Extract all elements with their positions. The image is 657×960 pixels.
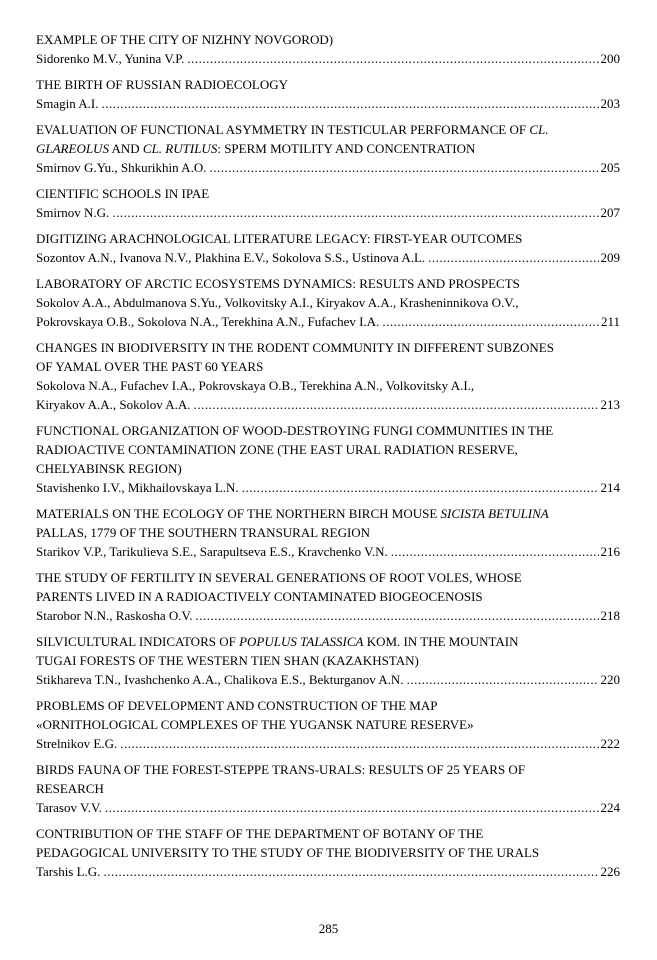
entry-page-number: 209 — [600, 250, 620, 265]
entry-authors-page-row — [36, 395, 620, 414]
entry-page-number: 222 — [600, 736, 620, 751]
entry-title-line — [36, 459, 620, 478]
dot-leader — [194, 395, 599, 414]
toc-entry — [36, 274, 620, 331]
title-species-italic: POPULUS TALASSICA — [239, 634, 364, 649]
title-text: : SPERM MOTILITY AND CONCENTRATION — [217, 141, 476, 156]
title-text: AND — [108, 141, 143, 156]
dot-leader — [407, 670, 599, 689]
entry-title-line — [36, 696, 620, 715]
entry-title-line — [36, 274, 620, 293]
entry-authors-page-row — [36, 203, 620, 222]
entry-title-line — [36, 779, 620, 798]
entry-title-line — [36, 338, 620, 357]
title-text: DIGITIZING ARACHNOLOGICAL LITERATURE LEGACY: FIRST-YEAR OUTCOMES — [36, 231, 523, 246]
entry-authors-line: Smirnov N.G. — [36, 205, 110, 220]
title-species-italic: GLAREOLUS — [36, 141, 109, 156]
entry-authors-line: Sokolova N.A., Fufachev I.A., Pokrovskaya O.B., Terekhina A.N., Volkovitsky A.I., — [36, 378, 475, 393]
entry-title-line — [36, 715, 620, 734]
entry-authors-line: Sidorenko M.V., Yunina V.P. — [36, 51, 185, 66]
entry-title-line — [36, 843, 620, 862]
title-text: TUGAI FORESTS OF THE WESTERN TIEN SHAN (KAZAKHSTAN) — [36, 653, 419, 668]
entry-authors-line: Starobor N.N., Raskosha O.V. — [36, 608, 193, 623]
entry-authors-page-row — [36, 734, 620, 753]
entry-page-number: 200 — [600, 51, 620, 66]
entry-authors-line: Smagin A.I. — [36, 96, 99, 111]
toc-entry — [36, 338, 620, 414]
title-species-italic: SICISTA BETULINA — [440, 506, 549, 521]
entry-authors-page-row — [36, 478, 620, 497]
entry-authors-line: Sokolov A.A., Abdulmanova S.Yu., Volkovitsky A.I., Kiryakov A.A., Krasheninnikova O.V., — [36, 295, 519, 310]
page-footer — [0, 919, 657, 938]
entry-title-line — [36, 75, 620, 94]
entry-title-line — [36, 824, 620, 843]
title-text: EVALUATION OF FUNCTIONAL ASYMMETRY IN TESTICULAR PERFORMANCE OF — [36, 122, 530, 137]
entry-authors-line: Tarasov V.V. — [36, 800, 102, 815]
entry-authors-page-row — [36, 606, 620, 625]
toc-entry — [36, 632, 620, 689]
page-number: 285 — [318, 921, 339, 936]
entry-page-number: 203 — [600, 96, 620, 111]
entry-title-line — [36, 632, 620, 651]
dot-leader — [391, 542, 599, 561]
title-text: PARENTS LIVED IN A RADIOACTIVELY CONTAMINATED BIOGEOCENOSIS — [36, 589, 483, 604]
entry-authors-line: Starikov V.P., Tarikulieva S.E., Sarapultseva E.S., Kravchenko V.N. — [36, 544, 388, 559]
entry-authors-line: Tarshis L.G. — [36, 864, 101, 879]
entry-title-line — [36, 229, 620, 248]
entry-page-number: 226 — [600, 864, 620, 879]
toc-entry — [36, 184, 620, 222]
entry-page-number: 224 — [600, 800, 620, 815]
toc-list — [36, 30, 620, 881]
entry-authors-line: Sozontov A.N., Ivanova N.V., Plakhina E.V., Sokolova S.S., Ustinova A.L. — [36, 250, 426, 265]
entry-page-number: 216 — [600, 544, 620, 559]
entry-authors-line: Kiryakov A.A., Sokolov A.A. — [36, 397, 191, 412]
entry-title-line — [36, 568, 620, 587]
entry-title-line — [36, 120, 620, 139]
toc-entry — [36, 421, 620, 497]
entry-authors-line: Smirnov G.Yu., Shkurikhin A.O. — [36, 160, 207, 175]
title-text: PROBLEMS OF DEVELOPMENT AND CONSTRUCTION OF THE MAP — [36, 698, 438, 713]
title-text: THE BIRTH OF RUSSIAN RADIOECOLOGY — [36, 77, 289, 92]
title-text: RADIOACTIVE CONTAMINATION ZONE (THE EAST URAL RADIATION RESERVE, — [36, 442, 518, 457]
entry-page-number: 205 — [600, 160, 620, 175]
entry-title-line — [36, 651, 620, 670]
dot-leader — [105, 798, 599, 817]
entry-authors-page-row — [36, 248, 620, 267]
title-text: CHELYABINSK REGION) — [36, 461, 182, 476]
entry-title-line — [36, 760, 620, 779]
entry-authors-line: Stavishenko I.V., Mikhailovskaya L.N. — [36, 480, 239, 495]
title-species-italic: CL. RUTILUS — [142, 141, 218, 156]
dot-leader — [101, 94, 598, 113]
title-text: OF YAMAL OVER THE PAST 60 YEARS — [36, 359, 264, 374]
entry-authors-line: Strelnikov E.G. — [36, 736, 118, 751]
title-text: BIRDS FAUNA OF THE FOREST-STEPPE TRANS-URALS: RESULTS OF 25 YEARS OF — [36, 762, 526, 777]
dot-leader — [103, 862, 598, 881]
entry-page-number: 207 — [600, 205, 620, 220]
toc-entry — [36, 75, 620, 113]
entry-page-number: 214 — [600, 480, 620, 495]
entry-title-line — [36, 421, 620, 440]
title-text: KOM. IN THE MOUNTAIN — [363, 634, 519, 649]
title-text: CHANGES IN BIODIVERSITY IN THE RODENT COMMUNITY IN DIFFERENT SUBZONES — [36, 340, 554, 355]
entry-authors-page-row — [36, 158, 620, 177]
title-text: PALLAS, 1779 OF THE SOUTHERN TRANSURAL REGION — [36, 525, 371, 540]
toc-entry — [36, 30, 620, 68]
entry-page-number: 213 — [600, 397, 620, 412]
toc-entry — [36, 568, 620, 625]
title-text: FUNCTIONAL ORGANIZATION OF WOOD-DESTROYING FUNGI COMMUNITIES IN THE — [36, 423, 554, 438]
title-text: LABORATORY OF ARCTIC ECOSYSTEMS DYNAMICS: RESULTS AND PROSPECTS — [36, 276, 520, 291]
toc-entry — [36, 229, 620, 267]
title-text: PEDAGOGICAL UNIVERSITY TO THE STUDY OF THE BIODIVERSITY OF THE URALS — [36, 845, 540, 860]
dot-leader — [120, 734, 598, 753]
dot-leader — [209, 158, 598, 177]
entry-authors-page-row — [36, 862, 620, 881]
entry-authors-line: Pokrovskaya O.B., Sokolova N.A., Terekhina A.N., Fufachev I.A. — [36, 314, 380, 329]
entry-title-line — [36, 523, 620, 542]
entry-page-number: 211 — [600, 314, 620, 329]
title-text: THE STUDY OF FERTILITY IN SEVERAL GENERATIONS OF ROOT VOLES, WHOSE — [36, 570, 522, 585]
toc-entry — [36, 504, 620, 561]
title-text: «ORNITHOLOGICAL COMPLEXES OF THE YUGANSK NATURE RESERVE» — [36, 717, 474, 732]
dot-leader — [195, 606, 598, 625]
title-text: MATERIALS ON THE ECOLOGY OF THE NORTHERN BIRCH MOUSE — [36, 506, 441, 521]
title-species-italic: CL. — [529, 122, 549, 137]
title-text: CONTRIBUTION OF THE STAFF OF THE DEPARTMENT OF BOTANY OF THE — [36, 826, 484, 841]
toc-entry — [36, 120, 620, 177]
title-text: RESEARCH — [36, 781, 104, 796]
entry-title-line — [36, 357, 620, 376]
title-text: CIENTIFIC SCHOOLS IN IPAE — [36, 186, 210, 201]
entry-authors-line: Stikhareva T.N., Ivashchenko A.A., Chalikova E.S., Bekturganov A.N. — [36, 672, 404, 687]
entry-title-line — [36, 504, 620, 523]
entry-title-line — [36, 184, 620, 203]
entry-page-number: 218 — [600, 608, 620, 623]
title-text: EXAMPLE OF THE CITY OF NIZHNY NOVGOROD) — [36, 32, 334, 47]
entry-title-line — [36, 139, 620, 158]
toc-entry — [36, 760, 620, 817]
entry-title-line — [36, 587, 620, 606]
title-text: SILVICULTURAL INDICATORS OF — [36, 634, 240, 649]
entry-authors-page-row — [36, 798, 620, 817]
entry-authors-page-row — [36, 49, 620, 68]
entry-authors-page-row — [36, 542, 620, 561]
toc-entry — [36, 824, 620, 881]
dot-leader — [242, 478, 599, 497]
entry-title-line — [36, 440, 620, 459]
entry-authors-page-row — [36, 670, 620, 689]
entry-authors-page-row — [36, 312, 620, 331]
dot-leader — [187, 49, 598, 68]
entry-page-number: 220 — [600, 672, 620, 687]
entry-authors-page-row — [36, 94, 620, 113]
dot-leader — [428, 248, 598, 267]
dot-leader — [112, 203, 598, 222]
toc-entry — [36, 696, 620, 753]
dot-leader — [382, 312, 599, 331]
entry-title-line — [36, 30, 620, 49]
